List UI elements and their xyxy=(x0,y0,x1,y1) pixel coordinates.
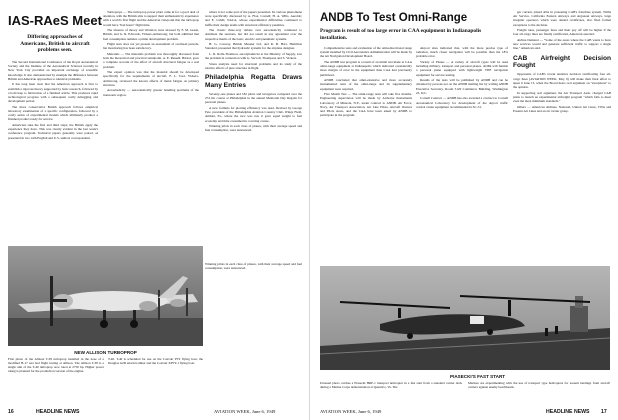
page-number: 16 xyxy=(8,409,14,415)
paragraph: A new formula for plotting efficiency was used. Devised by George Pew, president of the Philadelphia Aviation Country Club, Wings Field, Ambler, Pa., where the race was run, it gave equal weight to fuel economy and time consumed in covering course. xyxy=(205,106,302,123)
paragraph: Opponents of CAB's recent tentative decision certificating four all-cargo lines (AVIATION WEEK, May 9) will make their final effort to upset it June 13, when the Board hears oral argument on "exceptions" to the opinion. xyxy=(513,72,611,90)
paragraph: Five Month Test — The omni-range tests will take five months. Engineering supervision will be made by Airborne Instruments Laboratory of Mineola, N.Y., under contract to ANDB. Air Force, Navy, Air Transport Association, Air Line Pilots, Aircraft Owners and Pilots Assn., and the CAA have been asked by ANDB to participate in the program. xyxy=(320,92,412,118)
paragraph: Others — American Airlines, National, United Air Lines, TWA and Eastern Air Lines and an air carrier group. xyxy=(513,104,611,113)
column-3 xyxy=(205,10,302,260)
turboprop-aircraft-image xyxy=(8,246,203,346)
paragraph: L. R. Rolls-Thomson, aerodynamicist at the Ministry of Supply, saw the problem in connection with G. Sarvoll, Thompson and S. Vickers. xyxy=(205,52,302,61)
paragraph: Airline Demand — "Some of the areas where the CAB wants to have new services would and generate sufficient traffic to support a single line," American said. xyxy=(513,38,611,51)
issue-footer: AVIATION WEEK, June 6, 1949 xyxy=(320,409,382,414)
helicopter-caption xyxy=(320,374,610,406)
paragraph: The Second International Conference of the Royal Aeronautical Society and the Institute of the Aeronautical Sciences recently in New York City provided an important exchange of scientific knowledge. It also demonstrated by example the difference between British and American approaches to identical problems. xyxy=(8,60,98,81)
article-subhead: Differing approaches of Americans, British to aircraft problems seen. xyxy=(20,34,90,54)
paragraph: Comprehensive tests and evaluation of the omni-directional range system installed by Civil Aeronautics Administration will be made by the Air Navigation Development Board. xyxy=(320,46,412,59)
section-footer: HEADLINE NEWS xyxy=(546,409,590,415)
paragraph: Turboprops — The turboprop power plant came in for a good deal of attention, with the British able to support their enthusiasm by experience with a world's first flight and the American viewpoint that the turboprop would have "had hours" flight time. xyxy=(103,10,199,27)
paragraph: H. G. Conway, British Messier Ltd, and R. B. Hart, Hamilton Standard, presented that hydraulic systems for the airplane designer. xyxy=(205,42,302,51)
right-page xyxy=(309,0,618,420)
section-footer: HEADLINE NEWS xyxy=(36,409,80,415)
column-3 xyxy=(513,10,611,260)
paragraph: Materials — The materials problem was thoroughly discussed from both the theoretical and practical standpoint. A. E. Russell, Bristol, gave a complete account of the effect of aircraft structural fatigue as a real problem. xyxy=(103,52,199,69)
column-3-continued xyxy=(205,262,302,404)
article-headline: IAS-RAeS Meet xyxy=(8,13,102,28)
paragraph: Seventy-one planes and 182 pilots and navigators competed over the 274 mi. course at Philadelphia in the annual Memorial Day Regatta for personal planes. xyxy=(205,92,302,105)
caption-title: NEW ALLISON TURBOPROP xyxy=(74,350,137,355)
caption-title: PIASECKI'S FAST START xyxy=(450,374,506,379)
caption-text-right: Marines are experimenting with the use of transport type helicopters for assault landings from aircraft carriers against enemy beachheads. xyxy=(468,380,610,389)
turboprop-photo xyxy=(8,246,203,346)
paragraph: Aeroelasticity — Aeroelastically greater handling problems of the transsonic region. xyxy=(103,88,199,97)
paragraph: Airport sites indicated that, with the more precise type of radiation, much closer navigation will be possible than the 18% probable error. xyxy=(416,46,508,59)
paragraph: The classic three-way debate over aeroelasticity continued to dominate the sessions, but did not result in any agreement over the respective merits of the basic, electric and pneumatic systems. xyxy=(205,28,302,41)
paragraph: ger carriers joined ATA in protesting CAB's franchise system. Willis Air Service, California Eastern Airways and Argonaut Airways, large irregular operators which were denied certificates, also filed formal exceptions to the decision. xyxy=(513,10,611,27)
issue-footer: AVIATION WEEK, June 6, 1949 xyxy=(214,409,276,414)
paragraph: where it not some part of the papers presented. Its various phenomena were specifically discussed by A. Flax, Cornell; H. A. Wills, Aerolab; and E. Cahill, NACA, whose experimental difficulties continued to baffle their design teams with structural efficiency penalties. xyxy=(205,10,302,27)
section-headline: Philadelphia Regatta Draws Many Entries xyxy=(205,74,302,89)
turboprop-caption xyxy=(8,350,203,406)
paragraph: Winning pilots in each class of planes, with their average speed and fuel consumption, were announced. xyxy=(205,124,302,133)
paragraph: In supporting oral argument, the Air Transport Assn. charged CAB plans to launch an experimental airfreight program "which fails to meet even the most minimum standards." xyxy=(513,90,611,104)
caption-text-left: First photo of the Allison T-38 turboprop installed in the nose of a modified B-17 test bed flight testing at Allison. The Allison T-38 is a single unit of the T-40 turboprop now rated at 2750 hp. Higher power rating is planned for the production version of the engine. xyxy=(8,356,104,374)
paragraph: Results of the tests will be published by ANDB and can be obtained by persons not on the ANDB mailing list by writing ANDB Executive Secretary, Room 5120 Commerce Building, Washington 25, D.C. xyxy=(416,78,508,95)
regatta-results: Winning pilots in each class of planes, with their average speed and fuel consumption, were announced. xyxy=(205,262,302,271)
paragraph: Stress analysis need for structural problems and its study of the relative effects of pure structure in flight. xyxy=(205,61,302,70)
paragraph: ANDB concluded that omni-extensive and more accurately instrumented tests of the omni-range and its supplementary equipment were required. xyxy=(320,78,412,91)
paragraph: The absence of theory and vibration were stressed by F. M. Green, British, and G. R. Edwards, Vickers-Armstrong; but both admitted that fuel consumption remains a prime development problem. xyxy=(103,28,199,41)
helicopter-carrier-image xyxy=(320,266,610,370)
page-number: 17 xyxy=(601,409,607,415)
paragraph: It has long been clear that the American approach is first to establish a rigorous theory supported by basic research, followed by a bold leap to fabrication of a finished article. This produces rapid technological progress with a subsequent costly debugging and development period. xyxy=(8,82,98,104)
column-1 xyxy=(320,46,412,260)
paragraph: Freight rates, passenger fares and their pay off will be higher if the four all-cargo lines are finally certificated, American asserted. xyxy=(513,28,611,37)
column-2 xyxy=(103,10,199,240)
paragraph: The ANDB test program is a result of an initial test made at CAA omni-range equipment at Indianapolis which indicated considerably more margin of error in the equipment than CAA had previously publicized. xyxy=(320,60,412,77)
caption-text-left: Unusual photo catches a Piasecki HRP-1 transport helicopter in a fast start from a standard carrier deck during a Marine Corps demonstration at Quantico, Va. The xyxy=(320,380,462,389)
column-1 xyxy=(8,60,98,240)
caption-text-right: T-40. T-40 is scheduled for use on the Convair P5Y flying boat, the Douglas A2D attack bomber and the Convair XP5Y-1 flying boat. xyxy=(108,356,203,365)
paragraph: Variety of Planes — A variety of aircraft types will be used including military, transport and personal planes. AOPA will furnish a personal plane equipped with lightweight VHF navigation equipment for service testing. xyxy=(416,60,508,77)
paragraph: The more conservative British approach follows empirical laboratory examination of a specific configuration, followed by a costly series of experimental models which ultimately produce a finished product ready for service. xyxy=(8,104,98,122)
article-headline: ANDB To Test Omni-Range xyxy=(320,12,468,24)
section-headline: CAB Airfreight Decision Fought xyxy=(513,54,611,70)
paragraph: The expert opinion was that the material should be developed specifically for the requirements of aircraft. F. L. Tool, Vickers-Armstrong, reviewed the known effects of metal fatigue on primary structure. xyxy=(103,70,199,87)
paragraph: Flight tests does not yet present an assessment of overhead periods, but monitoring has been satisfactory. xyxy=(103,42,199,51)
helicopter-photo xyxy=(320,266,610,370)
paragraph: Cornell Contract — ANDB has also awarded a contract to Cornell Aeronautical Laboratory for development of the airport traffic control center equipment recommended in SC-31. xyxy=(416,96,508,109)
paragraph: Americans take the first and third steps; the British apply the experience they have. This was clearly evident in the last week's conference program. Technical papers generally were paired, as presented in two with English and U.S. authors correspondent. xyxy=(8,123,98,140)
column-2 xyxy=(416,46,508,260)
article-subhead: Program is result of too large error in CAA equipment in Indianapolis installation. xyxy=(320,28,482,41)
